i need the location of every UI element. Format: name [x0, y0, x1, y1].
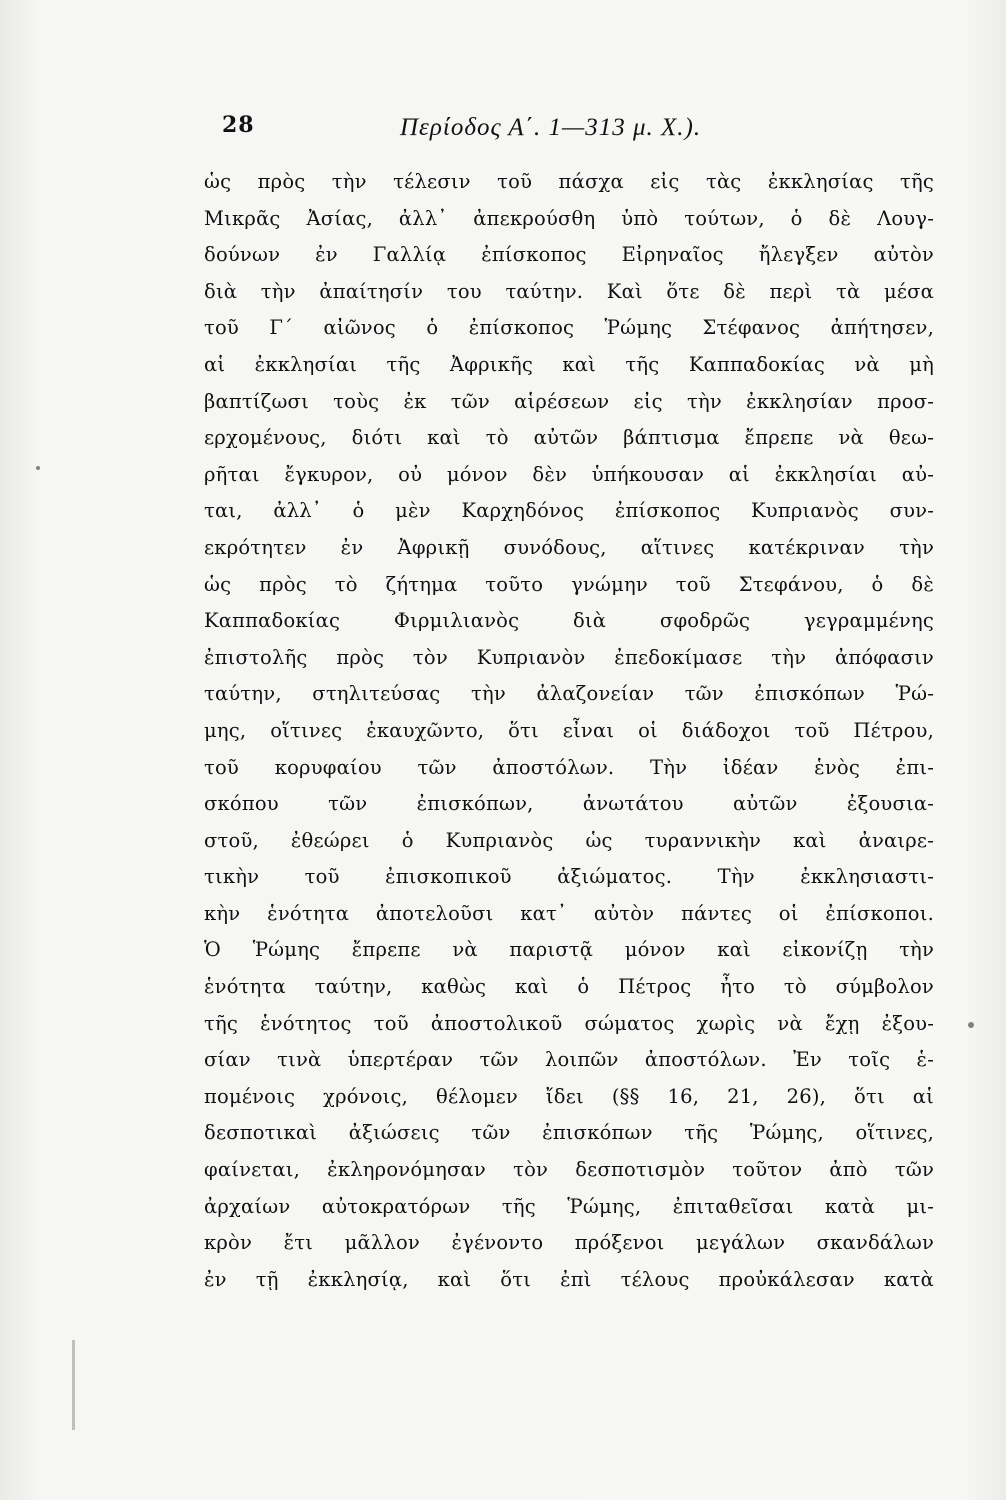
text-line: εκρότητεν ἐν Ἀφρικῇ συνόδους, αἵτινες κατέκριναν τὴν — [204, 535, 934, 559]
text-line: τικὴν τοῦ ἐπισκοπικοῦ ἀξιώματος. Τὴν ἐκκλησιαστι- — [204, 865, 934, 889]
text-line: ἐπιστολῆς πρὸς τὸν Κυπριανὸν ἐπεδοκίμασε τὴν ἀπόφασιν — [204, 645, 934, 669]
text-line: Μικρᾶς Ἀσίας, ἀλλ᾽ ἀπεκρούσθη ὑπὸ τούτων, ὁ δὲ Λουγ- — [204, 206, 934, 230]
text-line: ταύτην, στηλιτεύσας τὴν ἀλαζονείαν τῶν ἐπισκόπων Ῥώ- — [204, 682, 934, 706]
text-line: τοῦ κορυφαίου τῶν ἀποστόλων. Τὴν ἰδέαν ἑνὸς ἐπι- — [204, 755, 934, 779]
text-line: ὡς πρὸς τὸ ζήτημα τοῦτο γνώμην τοῦ Στεφάνου, ὁ δὲ — [204, 572, 934, 596]
text-line: κρὸν ἔτι μᾶλλον ἐγένοντο πρόξενοι μεγάλων σκανδάλων — [204, 1231, 934, 1255]
text-line: δούνων ἐν Γαλλίᾳ ἐπίσκοπος Εἰρηναῖος ἤλεγξεν αὐτὸν — [204, 243, 934, 267]
running-head: Περίοδος Α΄. 1—313 μ. Χ.). — [400, 114, 702, 141]
text-line: τῆς ἑνότητος τοῦ ἀποστολικοῦ σώματος χωρὶς νὰ ἔχῃ ἐξου- — [204, 1011, 934, 1035]
page-header — [222, 112, 942, 148]
page-edge-mark — [72, 1340, 75, 1430]
text-line: σίαν τινὰ ὑπερτέραν τῶν λοιπῶν ἀποστόλων. Ἐν τοῖς ἑ- — [204, 1048, 934, 1072]
text-line: ὡς πρὸς τὴν τέλεσιν τοῦ πάσχα εἰς τὰς ἐκκλησίας τῆς — [204, 170, 934, 193]
text-line: βαπτίζωσι τοὺς ἐκ τῶν αἱρέσεων εἰς τὴν ἐκκλησίαν προσ- — [204, 389, 934, 413]
text-line: ται, ἀλλ᾽ ὁ μὲν Καρχηδόνος ἐπίσκοπος Κυπριανὸς συν- — [204, 499, 934, 523]
text-line: ἑνότητα ταύτην, καθὼς καὶ ὁ Πέτρος ἦτο τὸ σύμβολον — [204, 975, 934, 999]
text-line: κὴν ἑνότητα ἀποτελοῦσι κατ᾽ αὐτὸν πάντες οἱ ἐπίσκοποι. — [204, 901, 934, 925]
text-line: Ὁ Ῥώμης ἔπρεπε νὰ παριστᾷ μόνον καὶ εἰκονίζῃ τὴν — [204, 938, 934, 962]
text-line: αἱ ἐκκλησίαι τῆς Ἀφρικῆς καὶ τῆς Καππαδοκίας νὰ μὴ — [204, 352, 934, 376]
text-line: ἀρχαίων αὐτοκρατόρων τῆς Ῥώμης, ἐπιταθεῖσαι κατὰ μι- — [204, 1194, 934, 1218]
text-line: Καππαδοκίας Φιρμιλιανὸς διὰ σφοδρῶς γεγραμμένης — [204, 609, 934, 633]
body-text — [204, 164, 934, 1298]
text-line: στοῦ, ἐθεώρει ὁ Κυπριανὸς ὡς τυραννικὴν καὶ ἀναιρε- — [204, 828, 934, 852]
text-line: ερχομένους, διότι καὶ τὸ αὐτῶν βάπτισμα ἔπρεπε νὰ θεω- — [204, 426, 934, 450]
text-line: μης, οἵτινες ἐκαυχῶντο, ὅτι εἶναι οἱ διάδοχοι τοῦ Πέτρου, — [204, 718, 934, 742]
text-line: πομένοις χρόνοις, θέλομεν ἴδει (§§ 16, 21, 26), ὅτι αἱ — [204, 1084, 934, 1108]
text-line: ρῆται ἔγκυρον, οὐ μόνον δὲν ὑπήκουσαν αἱ ἐκκλησίαι αὐ- — [204, 462, 934, 486]
text-line: φαίνεται, ἐκληρονόμησαν τὸν δεσποτισμὸν τοῦτον ἀπὸ τῶν — [204, 1158, 934, 1182]
page-number: 28 — [222, 112, 255, 138]
text-line: ἐν τῇ ἐκκλησίᾳ, καὶ ὅτι ἐπὶ τέλους προὐκάλεσαν κατὰ — [204, 1267, 934, 1291]
text-line: σκόπου τῶν ἐπισκόπων, ἀνωτάτου αὐτῶν ἐξουσια- — [204, 792, 934, 816]
text-line: τοῦ Γ΄ αἰῶνος ὁ ἐπίσκοπος Ῥώμης Στέφανος ἀπήτησεν, — [204, 316, 934, 340]
text-line: διὰ τὴν ἀπαίτησίν του ταύτην. Καὶ ὅτε δὲ περὶ τὰ μέσα — [204, 279, 934, 303]
ink-smudge — [36, 466, 40, 470]
text-line: δεσποτικαὶ ἀξιώσεις τῶν ἐπισκόπων τῆς Ῥώμης, οἵτινες, — [204, 1121, 934, 1145]
ink-smudge — [968, 1022, 974, 1028]
